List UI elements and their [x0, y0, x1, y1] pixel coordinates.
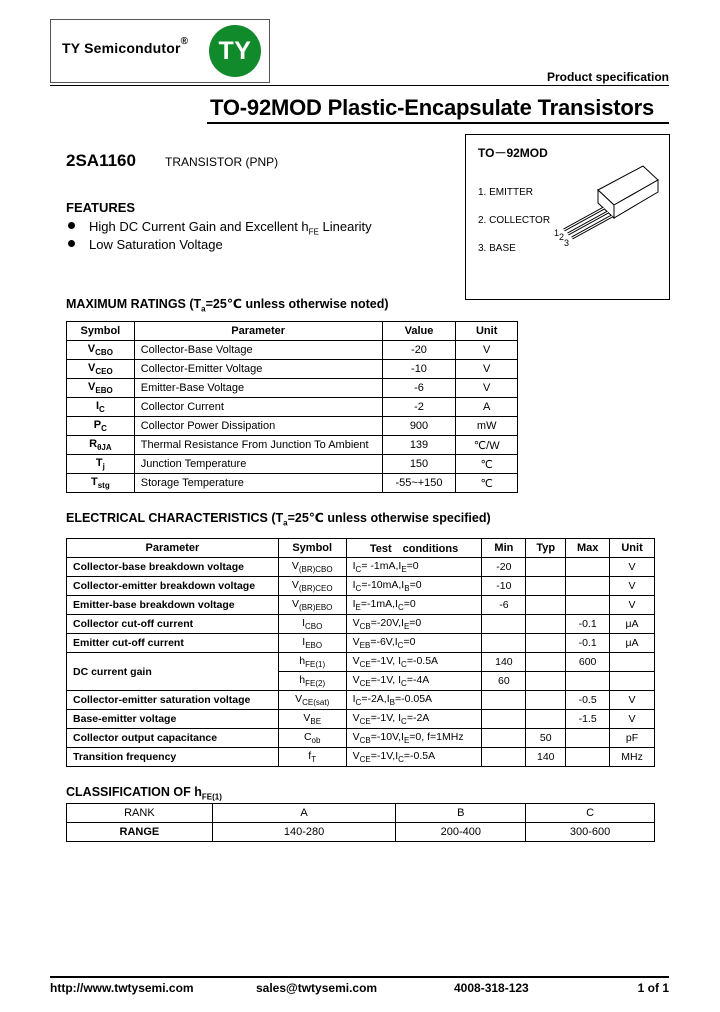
max-cell: 600 — [566, 653, 610, 672]
symbol-cell: $T_{stg}$ — [67, 474, 135, 493]
table-row — [67, 417, 518, 436]
min-cell — [482, 615, 526, 634]
parameter-cell: Junction Temperature — [134, 455, 382, 474]
table-row — [67, 748, 655, 767]
parameter-cell: Collector-base breakdown voltage — [67, 558, 279, 577]
max-cell: -0.5 — [566, 691, 610, 710]
unit-cell: ℃ — [456, 455, 518, 474]
condition-cell: $V_{CE}=-1V$, $I_C=-2A$ — [346, 710, 482, 729]
table-row — [67, 474, 518, 493]
parameter-cell: Base-emitter voltage — [67, 710, 279, 729]
typ-cell — [526, 577, 566, 596]
typ-cell — [526, 672, 566, 691]
symbol-cell: $R_{\theta JA}$ — [67, 436, 135, 455]
unit-cell: mW — [456, 417, 518, 436]
page-number: 1 of 1 — [637, 981, 669, 995]
footer-email-link[interactable]: sales@twtysemi.com — [256, 981, 378, 995]
parameter-cell: Collector-emitter saturation voltage — [67, 691, 279, 710]
condition-cell: $V_{CE}=-1V$, $I_C=-0.5A$ — [346, 653, 482, 672]
title-underline — [207, 122, 669, 124]
column-header: Unit — [456, 322, 518, 341]
min-cell: 140 — [482, 653, 526, 672]
typ-cell — [526, 558, 566, 577]
typ-cell — [526, 710, 566, 729]
feature-item: Low Saturation Voltage — [68, 237, 223, 252]
unit-cell: A — [456, 398, 518, 417]
max-cell — [566, 596, 610, 615]
value-cell: -10 — [382, 360, 456, 379]
table-row — [67, 615, 655, 634]
pin-number-1: 1 — [554, 228, 560, 238]
unit-cell: μA — [610, 615, 655, 634]
company-name: TY Semicondutor® — [62, 36, 189, 56]
typ-cell — [526, 691, 566, 710]
value-cell: 139 — [382, 436, 456, 455]
min-cell — [482, 729, 526, 748]
column-header: Typ — [526, 539, 566, 558]
rank-cell: C — [526, 804, 655, 823]
unit-cell: ℃ — [456, 474, 518, 493]
max-cell — [566, 672, 610, 691]
min-cell — [482, 710, 526, 729]
table-row — [67, 691, 655, 710]
table-row — [67, 341, 518, 360]
table-row — [67, 729, 655, 748]
features-heading: FEATURES — [66, 200, 136, 215]
pin-label-base: 3. BASE — [478, 243, 516, 254]
table-row — [67, 360, 518, 379]
column-header: Test conditions — [346, 539, 482, 558]
symbol-cell: $V_{BE}$ — [278, 710, 346, 729]
min-cell — [482, 691, 526, 710]
min-cell — [482, 748, 526, 767]
classification-table — [66, 803, 655, 842]
parameter-cell: Collector Current — [134, 398, 382, 417]
unit-cell: V — [456, 379, 518, 398]
unit-cell: V — [610, 596, 655, 615]
symbol-cell: $I_{CBO}$ — [278, 615, 346, 634]
parameter-cell: Collector-Base Voltage — [134, 341, 382, 360]
parameter-cell: Collector-Emitter Voltage — [134, 360, 382, 379]
footer-phone: 4008-318-123 — [454, 981, 529, 995]
header-divider — [50, 85, 669, 86]
table-row — [67, 710, 655, 729]
parameter-cell: Storage Temperature — [134, 474, 382, 493]
table-row — [67, 823, 655, 842]
table-row — [67, 577, 655, 596]
condition-cell: $I_C= -1mA,I_E=0$ — [346, 558, 482, 577]
table-row — [67, 634, 655, 653]
symbol-cell: $f_T$ — [278, 748, 346, 767]
parameter-cell: Emitter-base breakdown voltage — [67, 596, 279, 615]
symbol-cell: $V_{EBO}$ — [67, 379, 135, 398]
table-row — [67, 804, 655, 823]
symbol-cell: $I_{EBO}$ — [278, 634, 346, 653]
unit-cell: V — [610, 577, 655, 596]
unit-cell: V — [610, 558, 655, 577]
symbol-cell: $V_{(BR)CBO}$ — [278, 558, 346, 577]
table-row — [67, 653, 655, 672]
unit-cell: μA — [610, 634, 655, 653]
range-cell: 140-280 — [212, 823, 396, 842]
pin-label-emitter: 1. EMITTER — [478, 187, 534, 198]
symbol-cell: $V_{(BR)EBO}$ — [278, 596, 346, 615]
column-header: Max — [566, 539, 610, 558]
max-cell — [566, 558, 610, 577]
column-header: Parameter — [67, 539, 279, 558]
unit-cell — [610, 672, 655, 691]
condition-cell: $I_C=-2A,I_B=-0.05A$ — [346, 691, 482, 710]
classification-heading: CLASSIFICATION OF $h_{FE(1)}$ — [66, 785, 222, 802]
symbol-cell: $h_{FE(2)}$ — [278, 672, 346, 691]
typ-cell — [526, 653, 566, 672]
footer-url-link[interactable]: http://www.twtysemi.com — [50, 981, 194, 995]
table-row — [67, 596, 655, 615]
symbol-cell: $V_{(BR)CEO}$ — [278, 577, 346, 596]
column-header: Parameter — [134, 322, 382, 341]
column-header: Symbol — [278, 539, 346, 558]
typ-cell: 140 — [526, 748, 566, 767]
bullet-icon — [68, 222, 75, 229]
column-header: Value — [382, 322, 456, 341]
symbol-cell: $V_{CE(sat)}$ — [278, 691, 346, 710]
range-cell: 300-600 — [526, 823, 655, 842]
value-cell: 150 — [382, 455, 456, 474]
condition-cell: $I_C=-10mA,I_B=0$ — [346, 577, 482, 596]
page-title: TO-92MOD Plastic-Encapsulate Transistors — [210, 95, 654, 120]
condition-cell: $V_{CB}=-10V,I_E=0$, f=1MHz — [346, 729, 482, 748]
typ-cell — [526, 634, 566, 653]
rank-label: RANK — [67, 804, 213, 823]
min-cell — [482, 634, 526, 653]
pin-label-collector: 2. COLLECTOR — [478, 215, 551, 226]
parameter-cell: Emitter cut-off current — [67, 634, 279, 653]
column-header: Min — [482, 539, 526, 558]
value-cell: -55~+150 — [382, 474, 456, 493]
symbol-cell: $V_{CBO}$ — [67, 341, 135, 360]
parameter-cell: Collector-emitter breakdown voltage — [67, 577, 279, 596]
product-specification-label: Product specification — [546, 70, 669, 84]
electrical-characteristics-heading: ELECTRICAL CHARACTERISTICS ($T_a=25℃$ unless otherwise specified) — [66, 511, 491, 528]
min-cell: 60 — [482, 672, 526, 691]
symbol-cell: $h_{FE(1)}$ — [278, 653, 346, 672]
pin-number-2: 2 — [559, 232, 565, 242]
to92-package-icon — [548, 160, 668, 260]
unit-cell: V — [610, 710, 655, 729]
table-row — [67, 379, 518, 398]
electrical-characteristics-table — [66, 538, 655, 767]
symbol-cell: $I_C$ — [67, 398, 135, 417]
max-cell: -1.5 — [566, 710, 610, 729]
table-header-row — [67, 322, 518, 341]
unit-cell: pF — [610, 729, 655, 748]
ty-logo: TY — [209, 25, 261, 77]
condition-cell: $V_{CE}=-1V,I_C=-0.5A$ — [346, 748, 482, 767]
pin-number-3: 3 — [564, 238, 570, 248]
bullet-icon — [68, 240, 75, 247]
range-cell: 200-400 — [396, 823, 526, 842]
max-cell — [566, 729, 610, 748]
range-label: RANGE — [67, 823, 213, 842]
column-header: Symbol — [67, 322, 135, 341]
symbol-cell: $V_{CEO}$ — [67, 360, 135, 379]
typ-cell: 50 — [526, 729, 566, 748]
max-ratings-heading: MAXIMUM RATINGS ($T_a=25℃$ unless otherwise noted) — [66, 297, 389, 314]
max-cell — [566, 577, 610, 596]
table-row — [67, 436, 518, 455]
footer-divider — [50, 976, 669, 978]
parameter-cell: Collector Power Dissipation — [134, 417, 382, 436]
parameter-cell: Emitter-Base Voltage — [134, 379, 382, 398]
condition-cell: $I_E=-1mA,I_C=0$ — [346, 596, 482, 615]
condition-cell: $V_{CE}=-1V$, $I_C=-4A$ — [346, 672, 482, 691]
parameter-cell: Transition frequency — [67, 748, 279, 767]
typ-cell — [526, 615, 566, 634]
unit-cell: V — [610, 691, 655, 710]
symbol-cell: $T_j$ — [67, 455, 135, 474]
unit-cell: V — [456, 341, 518, 360]
value-cell: -20 — [382, 341, 456, 360]
part-type: TRANSISTOR (PNP) — [165, 155, 279, 169]
max-ratings-table — [66, 321, 518, 493]
symbol-cell: $P_C$ — [67, 417, 135, 436]
rank-cell: B — [396, 804, 526, 823]
feature-item: High DC Current Gain and Excellent $h_{FE}$ Linearity — [68, 219, 372, 237]
unit-cell — [610, 653, 655, 672]
package-title: TO－92MOD — [478, 146, 548, 160]
min-cell: -10 — [482, 577, 526, 596]
max-cell: -0.1 — [566, 634, 610, 653]
symbol-cell: $C_{ob}$ — [278, 729, 346, 748]
table-row — [67, 398, 518, 417]
unit-cell: ℃/W — [456, 436, 518, 455]
unit-cell: V — [456, 360, 518, 379]
rank-cell: A — [212, 804, 396, 823]
column-header: Unit — [610, 539, 655, 558]
value-cell: -6 — [382, 379, 456, 398]
typ-cell — [526, 596, 566, 615]
table-header-row — [67, 539, 655, 558]
part-number: 2SA1160 — [66, 151, 136, 170]
table-row — [67, 558, 655, 577]
parameter-cell: Thermal Resistance From Junction To Ambient — [134, 436, 382, 455]
min-cell: -6 — [482, 596, 526, 615]
condition-cell: $V_{CB}=-20V,I_E=0$ — [346, 615, 482, 634]
max-cell: -0.1 — [566, 615, 610, 634]
max-cell — [566, 748, 610, 767]
table-row — [67, 455, 518, 474]
value-cell: -2 — [382, 398, 456, 417]
value-cell: 900 — [382, 417, 456, 436]
unit-cell: MHz — [610, 748, 655, 767]
parameter-cell: Collector output capacitance — [67, 729, 279, 748]
parameter-cell: Collector cut-off current — [67, 615, 279, 634]
parameter-cell: DC current gain — [67, 653, 279, 691]
condition-cell: $V_{EB}=-6V,I_C=0$ — [346, 634, 482, 653]
min-cell: -20 — [482, 558, 526, 577]
